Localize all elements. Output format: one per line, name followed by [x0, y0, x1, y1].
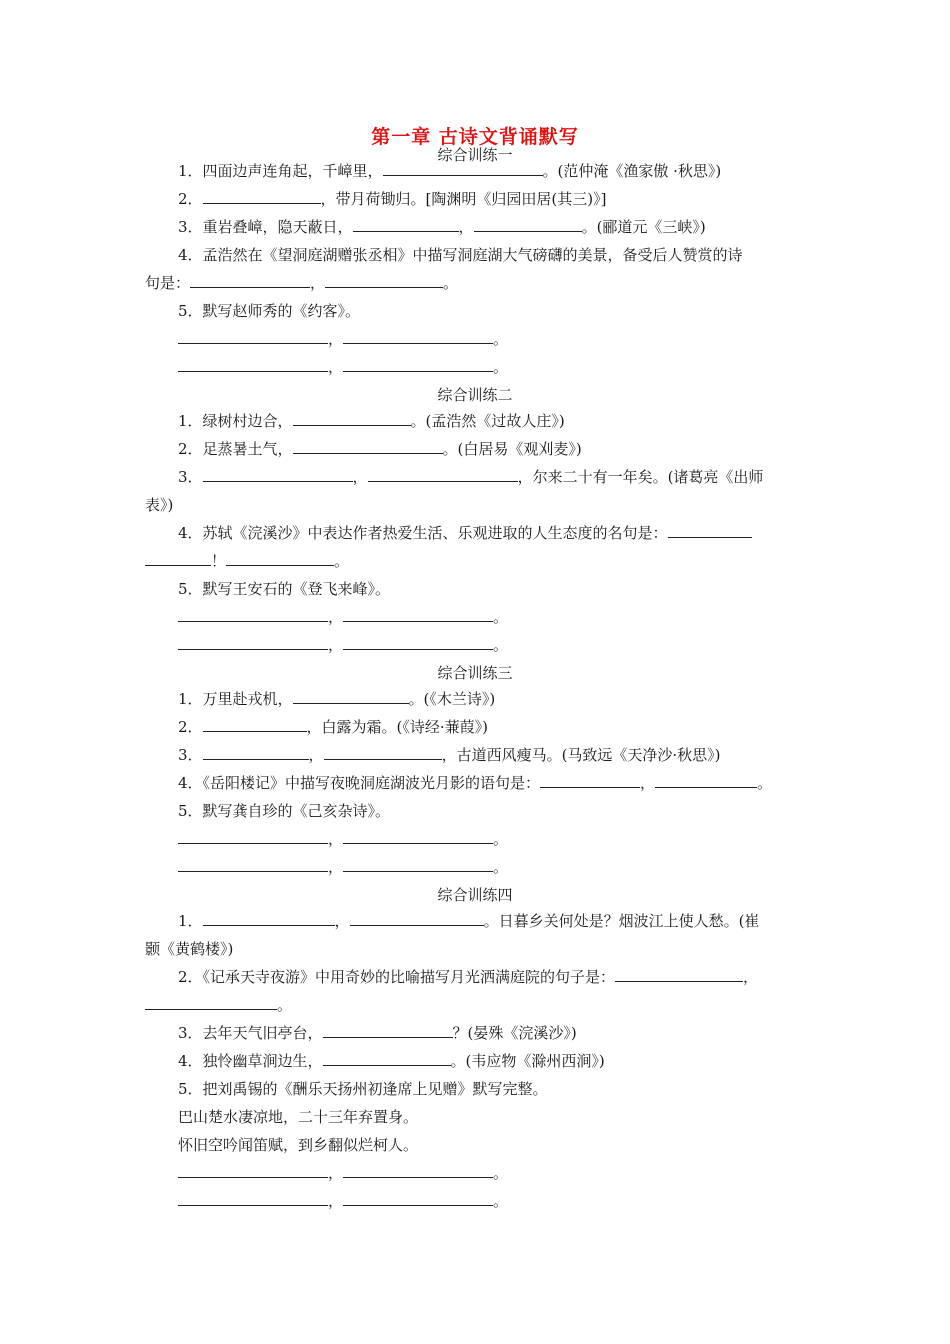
question-line: 4．苏轼《浣溪沙》中表达作者热爱生活、乐观进取的人生态度的名句是： [178, 523, 752, 543]
answer-blank[interactable] [203, 911, 335, 926]
answer-blank[interactable] [178, 329, 328, 344]
question-line: 3．去年天气旧亭台， ？(晏殊《浣溪沙》) [178, 1024, 577, 1042]
answer-blank[interactable] [325, 273, 443, 288]
question-line: 3．重岩叠嶂，隐天蔽日， ， 。(郦道元《三峡》) [178, 218, 706, 236]
answer-blank[interactable] [178, 1163, 328, 1178]
poem-answer-row: ， 。 [178, 607, 508, 627]
question-line: 1．绿树村边合， 。(孟浩然《过故人庄》) [178, 412, 565, 430]
question-line: 2． ，白露为霜。(《诗经·蒹葭》) [178, 718, 489, 736]
answer-blank[interactable] [350, 911, 484, 926]
question-line: 3． ， ，古道西风瘦马。(马致远《天净沙·秋思》) [178, 746, 721, 764]
answer-blank[interactable] [203, 467, 353, 482]
answer-blank[interactable] [383, 161, 543, 176]
answer-blank[interactable] [293, 411, 411, 426]
answer-blank[interactable] [203, 189, 321, 204]
question-line: 5．默写王安石的《登飞来峰》。 [178, 580, 391, 598]
question-line: 3． ， ，尔来二十有一年矣。(诸葛亮《出师 [178, 468, 764, 486]
answer-blank[interactable] [368, 467, 518, 482]
answer-blank[interactable] [474, 217, 582, 232]
answer-blank[interactable] [293, 689, 409, 704]
answer-blank[interactable] [323, 1051, 451, 1066]
question-line-continued: 表》) [145, 496, 174, 514]
question-line: 2．《记承天寺夜游》中用奇妙的比喻描写月光洒满庭院的句子是： ， [178, 968, 759, 986]
answer-blank[interactable] [178, 635, 328, 650]
question-line-continued: 颢《黄鹤楼》) [145, 940, 234, 958]
answer-blank[interactable] [203, 717, 307, 732]
answer-blank[interactable] [668, 523, 752, 538]
question-line-continued: 。 [145, 995, 292, 1015]
answer-blank[interactable] [353, 217, 459, 232]
poem-given-line: 巴山楚水凄凉地，二十三年弃置身。 [178, 1108, 419, 1126]
answer-blank[interactable] [343, 857, 493, 872]
answer-blank[interactable] [323, 1023, 453, 1038]
question-line-continued: ！ 。 [145, 551, 349, 571]
question-line: 5．默写赵师秀的《约客》。 [178, 302, 361, 320]
poem-answer-row: ， 。 [178, 329, 508, 349]
question-line-continued: 句是： ， 。 [145, 274, 459, 292]
poem-answer-row: ， 。 [178, 1163, 508, 1183]
question-line: 1． ， 。日暮乡关何处是？烟波江上使人愁。(崔 [178, 912, 760, 930]
answer-blank[interactable] [343, 329, 493, 344]
answer-blank[interactable] [343, 635, 493, 650]
poem-given-line: 怀旧空吟闻笛赋，到乡翻似烂柯人。 [178, 1136, 419, 1154]
poem-answer-row: ， 。 [178, 857, 508, 877]
answer-blank[interactable] [145, 995, 277, 1010]
answer-blank[interactable] [293, 439, 443, 454]
question-line: 1．四面边声连角起，千嶂里， 。(范仲淹《渔家傲 ·秋思》) [178, 162, 722, 180]
answer-blank[interactable] [145, 551, 211, 566]
question-line: 1．万里赴戎机， 。(《木兰诗》) [178, 690, 496, 708]
question-line: 4．《岳阳楼记》中描写夜晚洞庭湖波光月影的语句是： ， 。 [178, 774, 773, 792]
answer-blank[interactable] [343, 829, 493, 844]
question-line: 4．独怜幽草涧边生， 。(韦应物《滁州西涧》) [178, 1052, 605, 1070]
poem-answer-row: ， 。 [178, 1191, 508, 1211]
answer-blank[interactable] [178, 857, 328, 872]
answer-blank[interactable] [343, 607, 493, 622]
question-line: 4．孟浩然在《望洞庭湖赠张丞相》中描写洞庭湖大气磅礴的美景，备受后人赞赏的诗 [178, 246, 743, 264]
answer-blank[interactable] [615, 967, 743, 982]
answer-blank[interactable] [540, 773, 640, 788]
question-line: 5．默写龚自珍的《己亥杂诗》。 [178, 802, 391, 820]
question-line: 2． ，带月荷锄归。[陶渊明《归园田居(其三)》] [178, 190, 607, 208]
question-line: 5．把刘禹锡的《酬乐天扬州初逢席上见赠》默写完整。 [178, 1080, 548, 1098]
section-heading: 综合训练二 [437, 386, 513, 404]
section-heading: 综合训练四 [437, 886, 513, 904]
answer-blank[interactable] [226, 551, 334, 566]
question-line: 2．足蒸暑土气， 。(白居易《观刈麦》) [178, 440, 582, 458]
answer-blank[interactable] [203, 745, 309, 760]
answer-blank[interactable] [178, 357, 328, 372]
poem-answer-row: ， 。 [178, 357, 508, 377]
section-heading: 综合训练三 [437, 664, 513, 682]
poem-answer-row: ， 。 [178, 829, 508, 849]
answer-blank[interactable] [178, 607, 328, 622]
answer-blank[interactable] [655, 773, 757, 788]
answer-blank[interactable] [178, 1191, 328, 1206]
answer-blank[interactable] [343, 1191, 493, 1206]
answer-blank[interactable] [178, 829, 328, 844]
chapter-title: 第一章 古诗文背诵默写 [371, 126, 579, 148]
section-heading: 综合训练一 [437, 146, 513, 164]
answer-blank[interactable] [343, 357, 493, 372]
poem-answer-row: ， 。 [178, 635, 508, 655]
answer-blank[interactable] [324, 745, 442, 760]
answer-blank[interactable] [343, 1163, 493, 1178]
answer-blank[interactable] [190, 273, 310, 288]
